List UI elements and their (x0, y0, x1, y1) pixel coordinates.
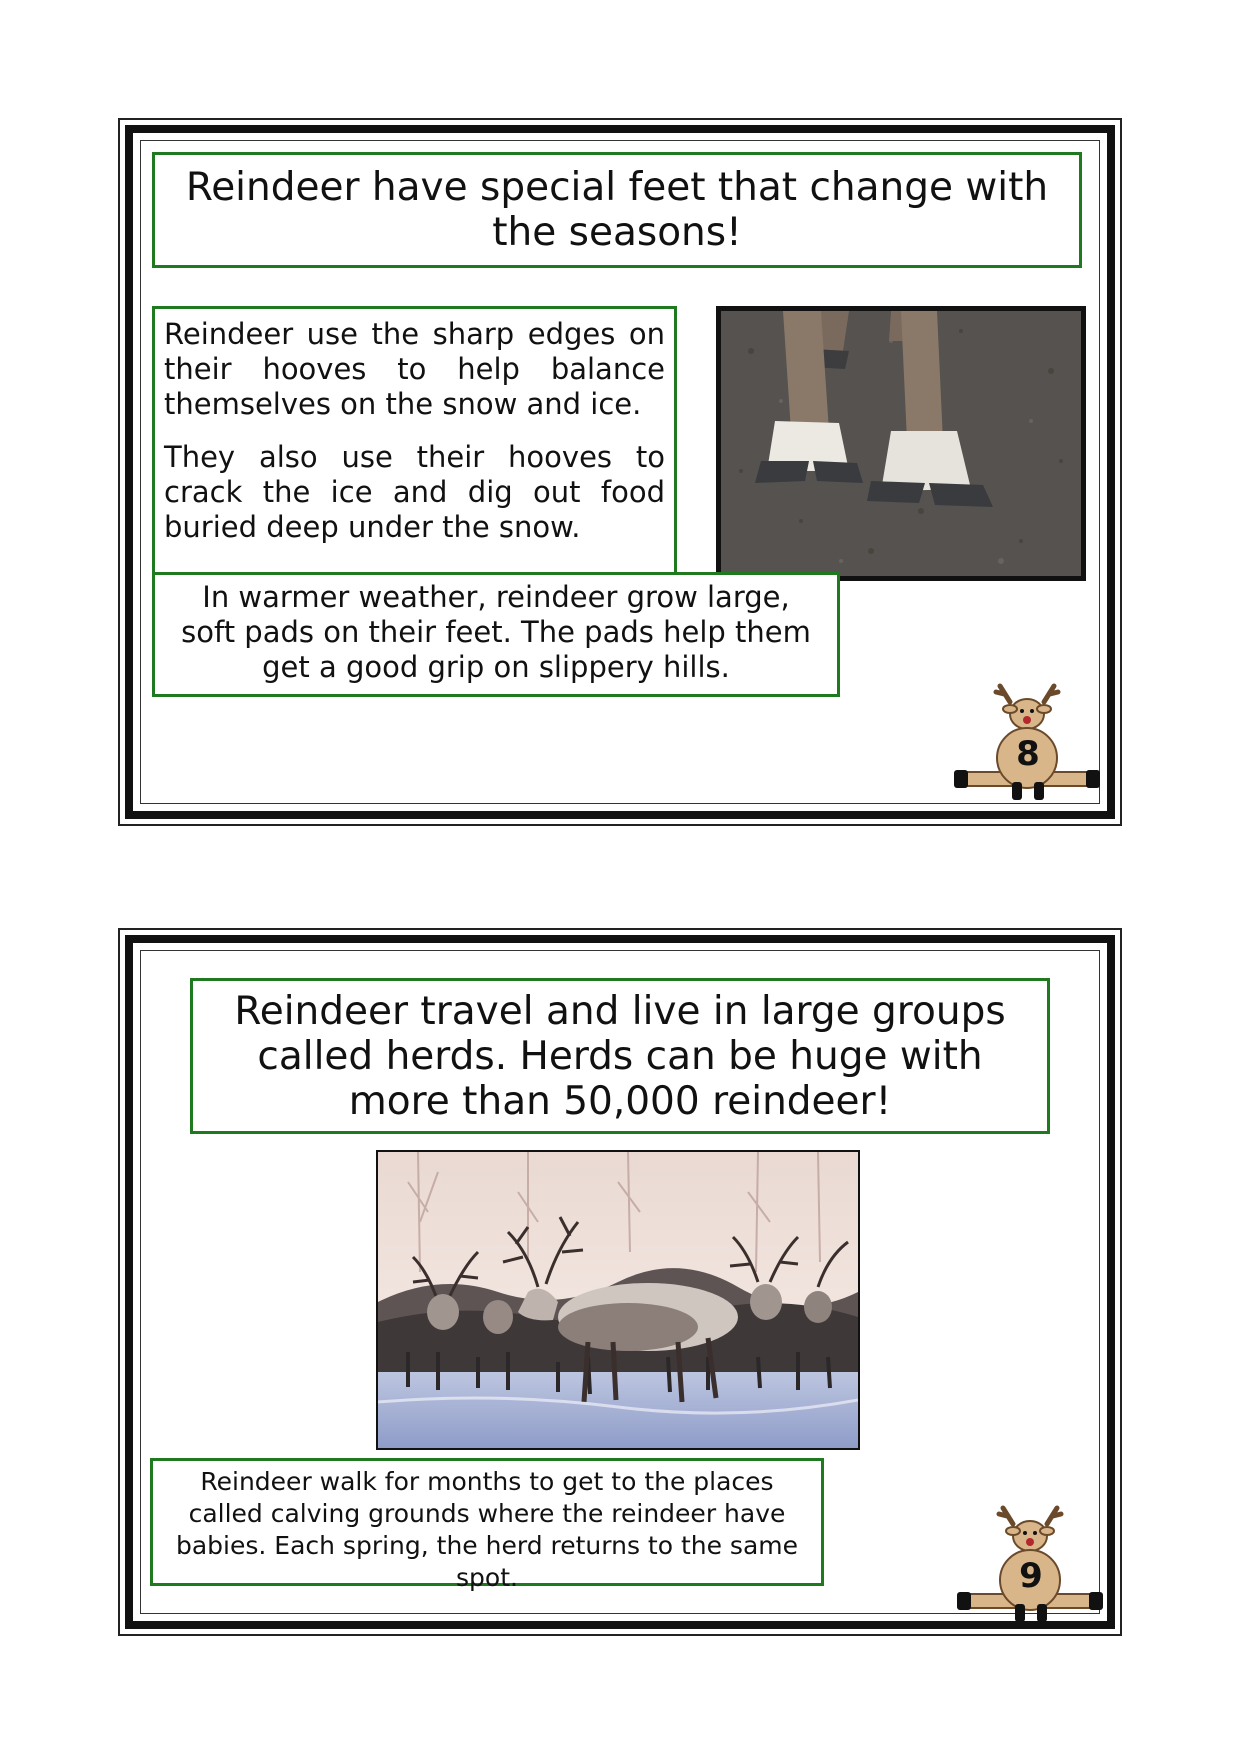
card-8-paragraph-1: Reindeer use the sharp edges on their hooves to help balance themselves on the snow and ice. (164, 317, 665, 421)
reindeer-mascot-8 (952, 680, 1102, 804)
card-9-title (190, 978, 1050, 1134)
card-8-hooves-text-box (152, 306, 677, 580)
page-number-8: 8 (1016, 734, 1040, 774)
card-8-bottom-text: In warmer weather, reindeer grow large, soft pads on their feet. The pads help them get a good grip on slippery hills. (181, 580, 811, 684)
hooves-photo-icon (721, 311, 1081, 576)
card-8-warm-weather-box (152, 572, 840, 697)
card-8 (118, 118, 1122, 826)
reindeer-mascot-9 (955, 1502, 1105, 1626)
card-8-paragraph-2: They also use their hooves to crack the ice and dig out food buried deep under the snow. (164, 440, 665, 544)
card-9-title-text: Reindeer travel and live in large groups called herds. Herds can be huge with more than 50,000 reindeer! (234, 988, 1006, 1124)
card-9-migration-box (150, 1458, 824, 1592)
herd-photo-icon (378, 1152, 858, 1448)
card-8-title (152, 152, 1082, 268)
card-8-title-text: Reindeer have special feet that change with the seasons! (185, 165, 1049, 255)
reindeer-hooves-photo (716, 306, 1086, 581)
page-number-9: 9 (1019, 1556, 1043, 1596)
reindeer-herd-photo (376, 1150, 860, 1450)
card-9-bottom-text: Reindeer walk for months to get to the places called calving grounds where the reindeer have babies. Each spring, the herd returns to the same spot. (175, 1467, 799, 1592)
card-9 (118, 928, 1122, 1636)
